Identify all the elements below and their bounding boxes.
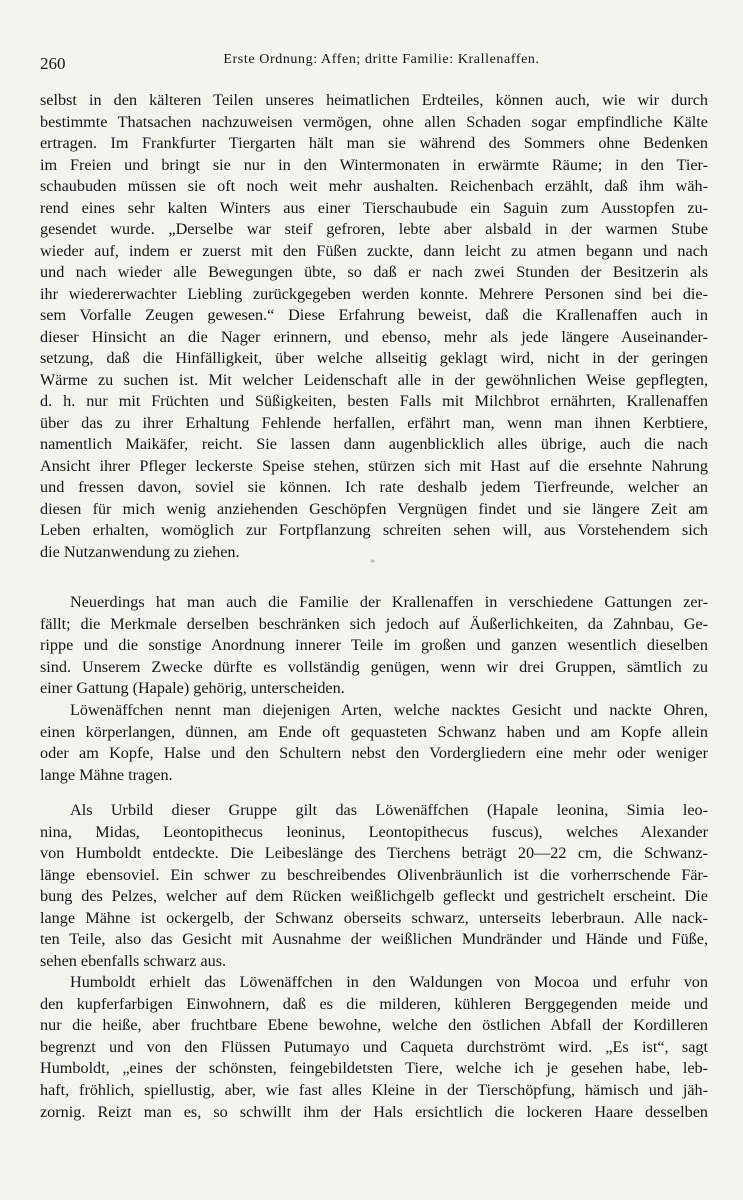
section-ornament: *: [370, 558, 375, 569]
text-line: und fressen davon, soviel sie können. Ich rate deshalb jedem Tierfreunde, welcher an: [40, 478, 708, 496]
text-line: Humboldt erhielt das Löwenäffchen in den Waldungen von Mocoa und erfuhr von: [70, 973, 708, 991]
text-line: sind. Unserem Zwecke dürfte es vollständig genügen, wenn wir drei Gruppen, sämtlich zu: [40, 657, 708, 676]
page-number: 260: [40, 54, 66, 73]
text-line: über das zu ihrer Erhaltung Fehlende herfallen, erfährt man, wenn man ihnen Kerbtiere,: [40, 413, 708, 432]
text-line: begrenzt und von den Flüssen Putumayo und Caqueta durchströmt wird. „Es ist“, sagt: [40, 1037, 708, 1056]
text-line: ihr wiedererwachter Liebling zurückgegeben werden konnte. Mehrere Personen sind bei die-: [40, 284, 708, 303]
text-line: rend eines sehr kalten Winters aus einer Tierschaubude ein Saguin zum Ausstopfen zu-: [40, 198, 708, 217]
text-line: schaubuden müssen sie oft noch weit mehr aushalten. Reichenbach erzählt, daß ihm wäh-: [40, 177, 708, 195]
text-line: haft, fröhlich, spiellustig, aber, wie fast alles Kleine in der Tierschöpfung, hämisch und jäh-: [40, 1081, 708, 1099]
text-line: ten Teile, also das Gesicht mit Ausnahme der weißlichen Mundränder und Hände und Füße,: [40, 930, 708, 948]
text-line: lange Mähne ist ockergelb, der Schwanz oberseits schwarz, unterseits leberbraun. Alle nack-: [40, 908, 708, 927]
text-line: zornig. Reizt man es, so schwillt ihm der Hals ersichtlich die lockeren Haare desselben: [40, 1102, 708, 1121]
text-line: wieder auf, indem er zuerst mit den Füßen zuckte, dann leicht zu atmen begann und nach: [40, 241, 708, 260]
text-line: sehen ebenfalls schwarz aus.: [40, 951, 227, 970]
text-line: Leben erhalten, womöglich zur Fortpflanzung schreiten sehen will, aus Vorstehendem sich: [40, 521, 708, 539]
text-line: nina, Midas, Leontopithecus leoninus, Leontopithecus fuscus), welches Alexander: [40, 822, 708, 841]
text-line: Löwenäffchen nennt man diejenigen Arten, welche nacktes Gesicht und nackte Ohren,: [70, 701, 708, 719]
text-line: Ansicht ihrer Pfleger leckerste Speise stehen, stürzen sich mit Hast auf die ersehnte Nahrung: [40, 456, 708, 475]
text-line: sem Vorfalle Zeugen gewesen.“ Diese Erfahrung beweist, daß die Krallenaffen auch in: [40, 306, 708, 324]
text-line: setzung, daß die Hinfälligkeit, über welche allseitig geklagt wird, nicht in der geringen: [40, 349, 708, 367]
text-line: Wärme zu suchen ist. Mit welcher Leidenschaft alle in der gewöhnlichen Weise gepflegten,: [40, 370, 708, 389]
text-line: nur die heiße, aber fruchtbare Ebene bewohne, welche den östlichen Abfall der Kordilleren: [40, 1016, 708, 1035]
text-line: dieser Hinsicht an die Nager erinnern, und ebenso, mehr als jede längere Auseinander-: [40, 327, 708, 346]
text-line: lange Mähne tragen.: [40, 765, 173, 784]
text-line: und nach wieder alle Bewegungen übte, so daß er nach zwei Stunden der Besitzerin als: [40, 263, 708, 281]
text-line: den kupferfarbigen Einwohnern, daß es die milderen, kühleren Berggegenden meide und: [40, 994, 708, 1013]
text-line: namentlich Maikäfer, reicht. Sie lassen dann augenblicklich alles übrige, auch die nach: [40, 435, 708, 453]
text-line: rippe und die sonstige Anordnung innerer Teile im großen und ganzen wesentlich dieselben: [40, 636, 708, 654]
text-line: gesendet wurde. „Derselbe war steif gefroren, lebte aber alsbald in der warmen Stube: [40, 220, 708, 238]
text-line: einen körperlangen, dünnen, am Ende oft gequasteten Schwanz haben und am Kopfe allein: [40, 722, 708, 741]
text-line: Neuerdings hat man auch die Familie der Krallenaffen in verschiedene Gattungen zer-: [70, 593, 708, 611]
text-line: Als Urbild dieser Gruppe gilt das Löwenäffchen (Hapale leonina, Simia leo-: [70, 801, 708, 819]
text-line: die Nutzanwendung zu ziehen.: [40, 542, 240, 561]
text-line: selbst in den kälteren Teilen unseres heimatlichen Erdteiles, können auch, wie wir durch: [40, 91, 708, 109]
text-line: bung des Pelzes, welcher auf dem Rücken weißlichgelb gefleckt und gestrichelt erscheint. Die: [40, 887, 708, 905]
text-line: von Humboldt entdeckte. Die Leibeslänge des Tierchens beträgt 20—22 cm, die Schwanz-: [40, 844, 708, 862]
text-line: oder am Kopfe, Halse und den Schultern nebst den Vordergliedern eine mehr oder weniger: [40, 744, 708, 762]
running-title: Erste Ordnung: Affen; dritte Familie: Krallenaffen.: [223, 52, 540, 67]
text-line: länge ebensoviel. Ein schwer zu beschreibendes Olivenbräunlich ist die vorherrschende Fär-: [40, 865, 708, 884]
text-line: einer Gattung (Hapale) gehörig, unterscheiden.: [40, 679, 345, 697]
text-line: diesen für mich wenig anziehenden Geschöpfen Vergnügen findet und sie längere Zeit am: [40, 499, 708, 518]
text-line: im Freien und bringt sie nur in den Wintermonaten in erwärmte Räume; in den Tier-: [40, 155, 708, 174]
text-line: Humboldt, „eines der schönsten, feingebildetsten Tiere, welche ich je gesehen habe, leb-: [40, 1059, 708, 1078]
text-line: d. h. nur mit Früchten und Süßigkeiten, besten Falls mit Milchbrot ernährten, Krallenaffen: [40, 392, 708, 410]
text-line: fällt; die Merkmale derselben beschränken sich jedoch auf Äußerlichkeiten, da Zahnbau, Ge-: [40, 614, 708, 633]
text-line: bestimmte Thatsachen nachzuweisen vermögen, ohne allen Schaden sogar empfindliche Kälte: [40, 112, 708, 131]
text-line: ertragen. Im Frankfurter Tiergarten hält man sie während des Sommers ohne Bedenken: [40, 134, 708, 152]
